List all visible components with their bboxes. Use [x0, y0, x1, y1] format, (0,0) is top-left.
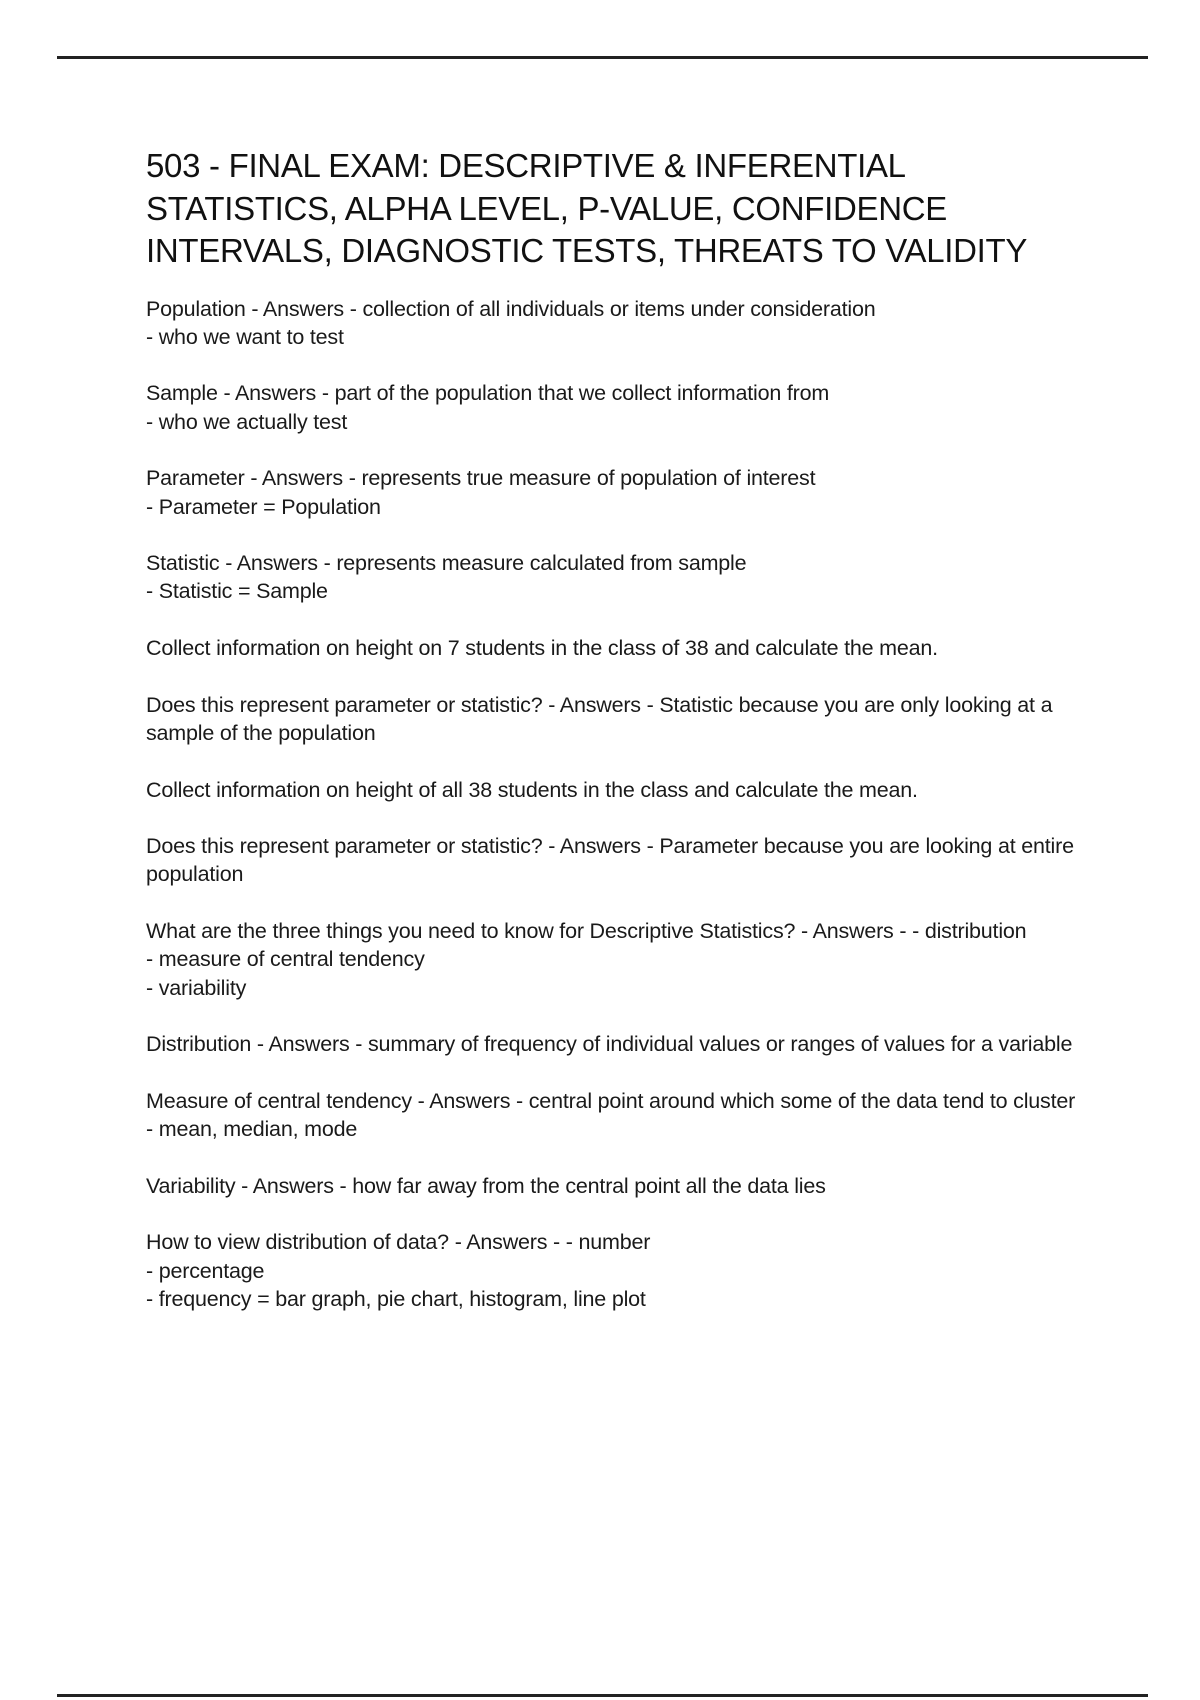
qa-entry	[146, 776, 1076, 804]
qa-entry	[146, 379, 1076, 436]
qa-entry	[146, 1172, 1076, 1200]
qa-line: - percentage	[146, 1258, 265, 1283]
qa-line: Variability - Answers - how far away from the central point all the data lies	[146, 1173, 826, 1198]
qa-line: Collect information on height of all 38 students in the class and calculate the mean.	[146, 777, 918, 802]
qa-line: - variability	[146, 975, 247, 1000]
qa-line: Sample - Answers - part of the population that we collect information from	[146, 381, 830, 406]
qa-line: Statistic - Answers - represents measure calculated from sample	[146, 551, 747, 576]
qa-line: Collect information on height on 7 students in the class of 38 and calculate the mean.	[146, 636, 938, 661]
qa-entry	[146, 1087, 1076, 1144]
qa-entry	[146, 691, 1076, 748]
qa-line: Parameter - Answers - represents true measure of population of interest	[146, 466, 816, 491]
qa-entry	[146, 917, 1076, 1002]
qa-line: How to view distribution of data? - Answers - - number	[146, 1230, 651, 1255]
document-title: 503 - FINAL EXAM: DESCRIPTIVE & INFERENTIAL STATISTICS, ALPHA LEVEL, P-VALUE, CONFIDENCE INTERVALS, DIAGNOSTIC TESTS, THREATS TO VALIDITY	[146, 147, 1028, 269]
qa-line: - Parameter = Population	[146, 494, 381, 519]
document-body	[146, 145, 1080, 1341]
header-rule	[57, 56, 1148, 59]
qa-line: - frequency = bar graph, pie chart, histogram, line plot	[146, 1286, 646, 1311]
qa-line: What are the three things you need to know for Descriptive Statistics? - Answers - - distribution	[146, 919, 1027, 944]
qa-line: - who we actually test	[146, 409, 348, 434]
qa-line: - mean, median, mode	[146, 1117, 358, 1142]
qa-line: - measure of central tendency	[146, 947, 425, 972]
qa-entry	[146, 832, 1080, 889]
qa-entry	[146, 549, 1076, 606]
qa-line: Measure of central tendency - Answers - central point around which some of the data tend to cluster	[146, 1088, 1076, 1113]
qa-entry	[146, 295, 1076, 352]
qa-entry	[146, 1228, 1076, 1313]
qa-entry	[146, 464, 1076, 521]
qa-line: - Statistic = Sample	[146, 579, 328, 604]
qa-entry	[146, 1030, 1076, 1058]
footer-rule	[57, 1694, 1148, 1697]
qa-line: Distribution - Answers - summary of frequency of individual values or ranges of values for a variable	[146, 1032, 1073, 1057]
qa-line: Does this represent parameter or statistic? - Answers - Parameter because you are looking at entire population	[146, 834, 1080, 887]
qa-list	[146, 295, 1080, 1314]
qa-line: - who we want to test	[146, 324, 344, 349]
qa-entry	[146, 634, 1076, 662]
qa-line: Population - Answers - collection of all individuals or items under consideration	[146, 296, 876, 321]
qa-line: Does this represent parameter or statistic? - Answers - Statistic because you are only looking at a sample of the population	[146, 692, 1059, 745]
